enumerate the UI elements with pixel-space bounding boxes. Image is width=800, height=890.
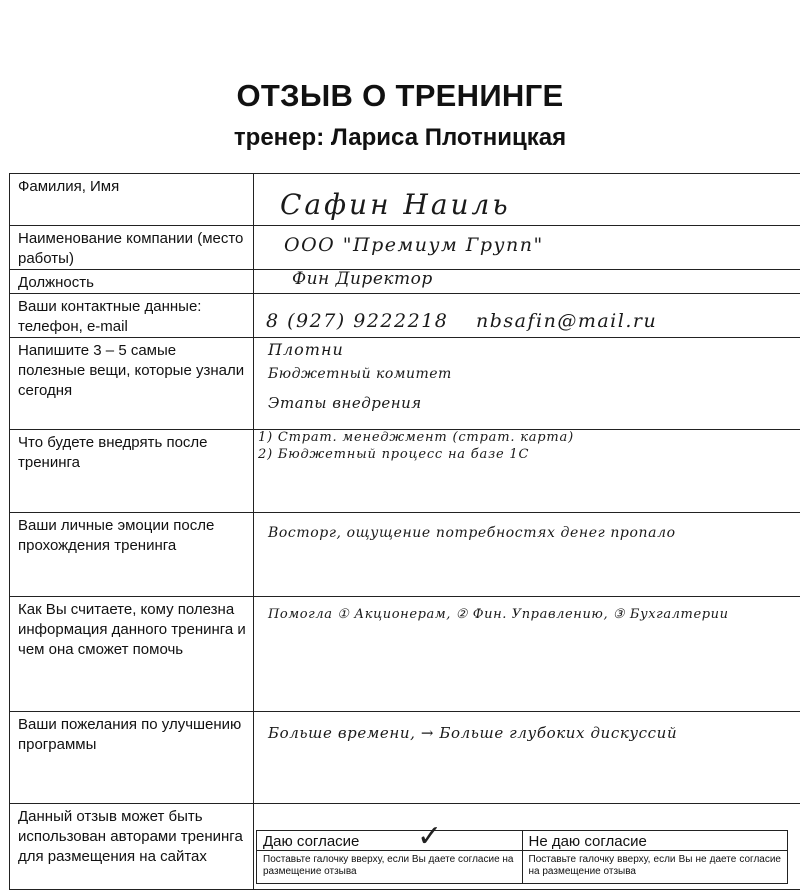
form-row-company: [10, 226, 800, 270]
answer-name: Сафин Наиль: [280, 188, 511, 221]
label-implement: Что будете внедрять после тренинга: [10, 430, 254, 513]
answer-email: nbsafin@mail.ru: [476, 310, 658, 332]
consent-agree-note: Поставьте галочку вверху, если Вы даете согласие на размещение отзыва: [257, 851, 523, 884]
answer-contacts-cell[interactable]: [254, 294, 800, 338]
trainer-subtitle: тренер: Лариса Плотницкая: [233, 124, 567, 151]
label-wishes: Ваши пожелания по улучшению программы: [10, 712, 254, 804]
answer-useful-cell[interactable]: [254, 338, 800, 430]
label-name: Фамилия, Имя: [10, 174, 254, 226]
form-title: ОТЗЫВ О ТРЕНИНГЕ: [236, 78, 564, 113]
label-contacts: Ваши контактные данные: телефон, e-mail: [10, 294, 254, 338]
form-row-contacts: [10, 294, 800, 338]
form-row-position: [10, 270, 800, 294]
form-row-emotions: [10, 513, 800, 597]
consent-agree-box[interactable]: [257, 819, 523, 854]
label-company: Наименование компании (место работы): [10, 226, 254, 270]
answer-implement-1: 1) Страт. менеджмент (страт. карта): [258, 430, 574, 445]
answer-useful-1: Плотни: [268, 340, 344, 359]
answer-company-cell[interactable]: [254, 226, 800, 270]
consent-table: [256, 819, 788, 884]
answer-implement-2: 2) Бюджетный процесс на базе 1С: [258, 447, 530, 462]
answer-phone: 8 (927) 9222218: [266, 310, 449, 332]
answer-position: Фин Директор: [292, 269, 433, 289]
consent-disagree-label: Не даю согласие: [528, 833, 647, 850]
label-emotions: Ваши личные эмоции после прохождения тренинга: [10, 513, 254, 597]
answer-emotions: Восторг, ощущение потребностях денег пропало: [268, 525, 676, 541]
form-row-usefulness: [10, 597, 800, 712]
answer-position-cell[interactable]: [254, 270, 800, 294]
form-row-consent: [10, 804, 800, 890]
form-row-wishes: [10, 712, 800, 804]
answer-implement-cell[interactable]: [254, 430, 800, 513]
answer-wishes: Больше времени, → Больше глубоких дискуссий: [268, 724, 678, 742]
consent-agree-label: Даю согласие: [263, 833, 360, 850]
checkmark-icon: ✓: [417, 819, 443, 854]
form-row-implement: [10, 430, 800, 513]
label-useful: Напишите 3 – 5 самые полезные вещи, которые узнали сегодня: [10, 338, 254, 430]
consent-disagree-note: Поставьте галочку вверху, если Вы не даете согласие на размещение отзыва: [522, 851, 788, 884]
form-row-name: [10, 174, 800, 226]
consent-disagree-box[interactable]: [522, 831, 788, 851]
form-row-useful: [10, 338, 800, 430]
label-position: Должность: [10, 270, 254, 294]
feedback-form: [9, 173, 800, 890]
answer-wishes-cell[interactable]: [254, 712, 800, 804]
answer-name-cell[interactable]: [254, 174, 800, 226]
answer-emotions-cell[interactable]: [254, 513, 800, 597]
answer-company: ООО "Премиум Групп": [284, 234, 544, 256]
consent-cell: [254, 804, 800, 890]
answer-usefulness-cell[interactable]: [254, 597, 800, 712]
answer-useful-3: Этапы внедрения: [268, 394, 422, 412]
answer-usefulness: Помогла ① Акционерам, ② Фин. Управлению, ③ Бухгалтерии: [268, 607, 729, 622]
label-usefulness: Как Вы считаете, кому полезна информация данного тренинга и чем она сможет помочь: [10, 597, 254, 712]
label-consent: Данный отзыв может быть использован авторами тренинга для размещения на сайтах: [10, 804, 254, 890]
answer-useful-2: Бюджетный комитет: [268, 366, 452, 382]
